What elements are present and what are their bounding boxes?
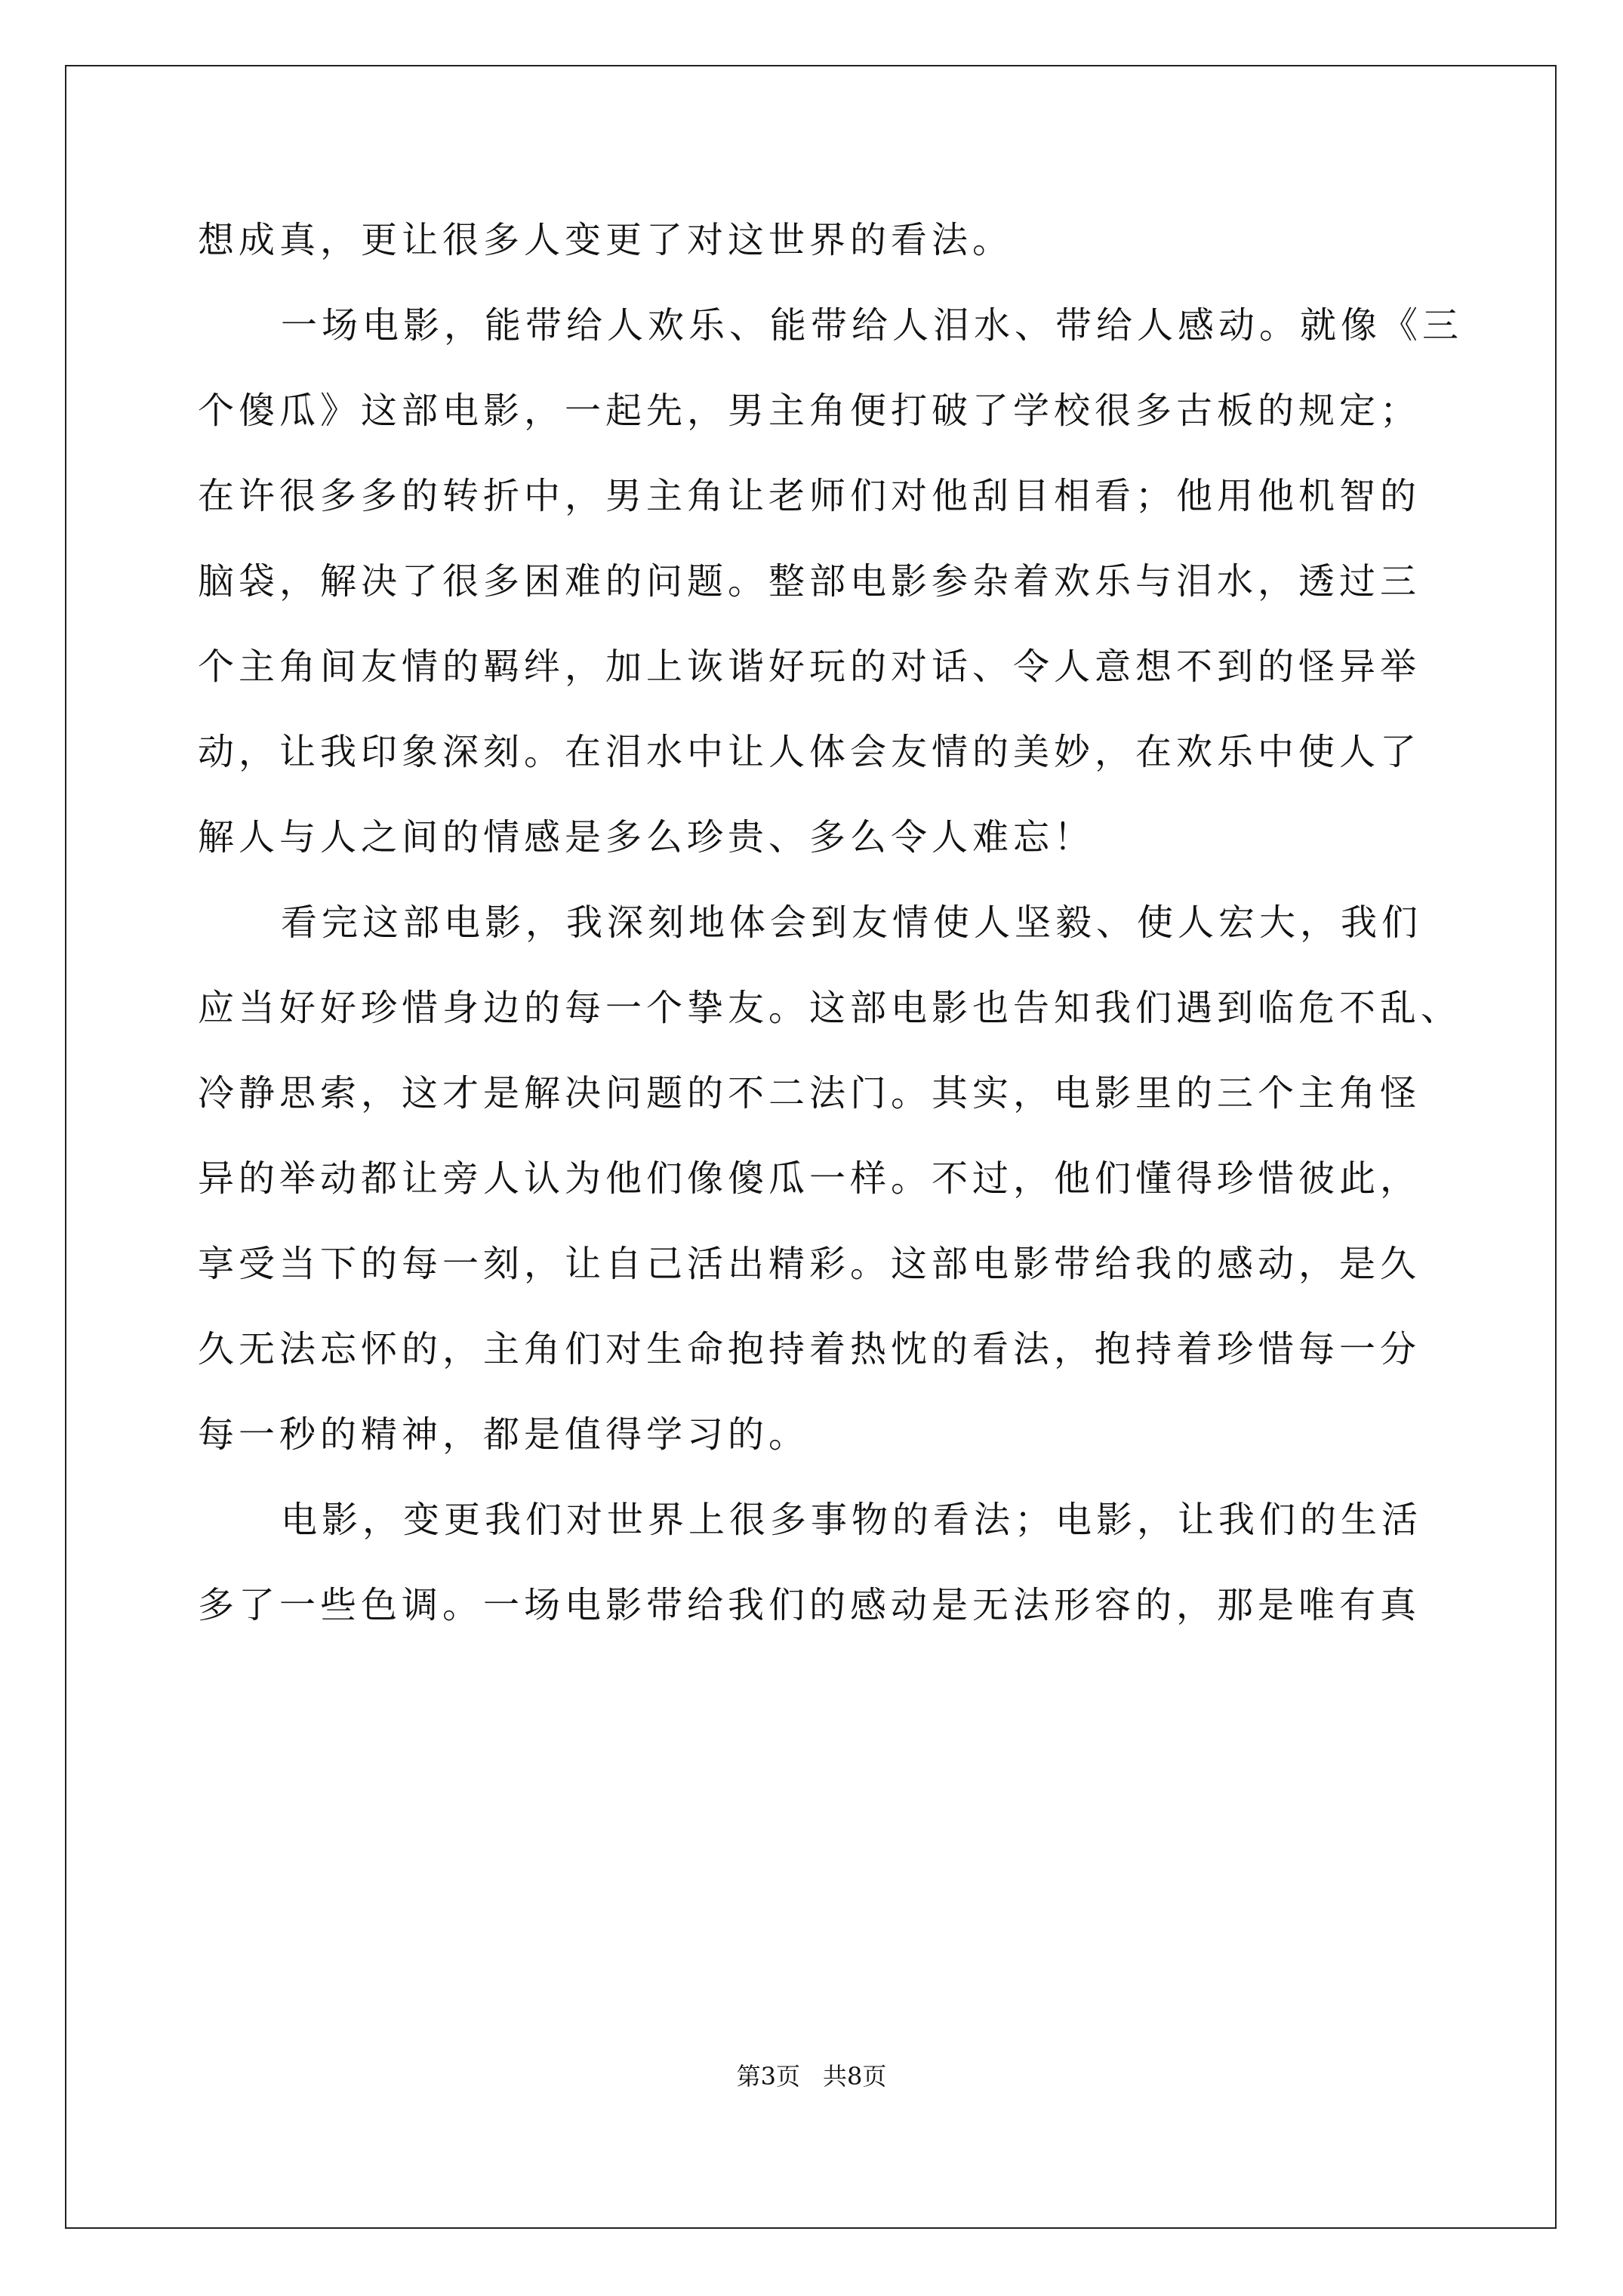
text-line: 电影，变更我们对世界上很多事物的看法；电影，让我们的生活 <box>281 1499 1423 1541</box>
text-line: 脑袋，解决了很多困难的问题。整部电影参杂着欢乐与泪水，透过三 <box>198 560 1421 603</box>
text-line: 解人与人之间的情感是多么珍贵、多么令人难忘！ <box>198 816 1095 858</box>
text-line: 个傻瓜》这部电影，一起先，男主角便打破了学校很多古板的规定； <box>198 390 1421 432</box>
text-line: 享受当下的每一刻，让自己活出精彩。这部电影带给我的感动，是久 <box>198 1243 1421 1285</box>
text-line: 多了一些色调。一场电影带给我们的感动是无法形容的，那是唯有真 <box>198 1584 1421 1626</box>
text-line: 看完这部电影，我深刻地体会到友情使人坚毅、使人宏大，我们 <box>281 901 1423 944</box>
document-body <box>198 198 1464 1648</box>
text-line: 想成真，更让很多人变更了对这世界的看法。 <box>198 219 1014 261</box>
page-footer <box>0 2057 1623 2092</box>
text-line: 每一秒的精神，都是值得学习的。 <box>198 1413 810 1456</box>
page-number-current: 第3页 <box>736 2062 800 2091</box>
text-line: 异的举动都让旁人认为他们像傻瓜一样。不过，他们懂得珍惜彼此， <box>198 1157 1421 1200</box>
text-line: 一场电影，能带给人欢乐、能带给人泪水、带给人感动。就像《三 <box>281 304 1464 347</box>
page-number-total: 共8页 <box>823 2062 887 2091</box>
text-line: 冷静思索，这才是解决问题的不二法门。其实，电影里的三个主角怪 <box>198 1072 1421 1114</box>
text-line: 在许很多多的转折中，男主角让老师们对他刮目相看；他用他机智的 <box>198 475 1421 517</box>
text-line: 个主角间友情的羁绊，加上诙谐好玩的对话、令人意想不到的怪异举 <box>198 646 1421 688</box>
text-line: 久无法忘怀的，主角们对生命抱持着热忱的看法，抱持着珍惜每一分 <box>198 1328 1421 1370</box>
text-line: 应当好好珍惜身边的每一个挚友。这部电影也告知我们遇到临危不乱、 <box>198 987 1462 1029</box>
text-line: 动，让我印象深刻。在泪水中让人体会友情的美妙，在欢乐中使人了 <box>198 731 1421 773</box>
